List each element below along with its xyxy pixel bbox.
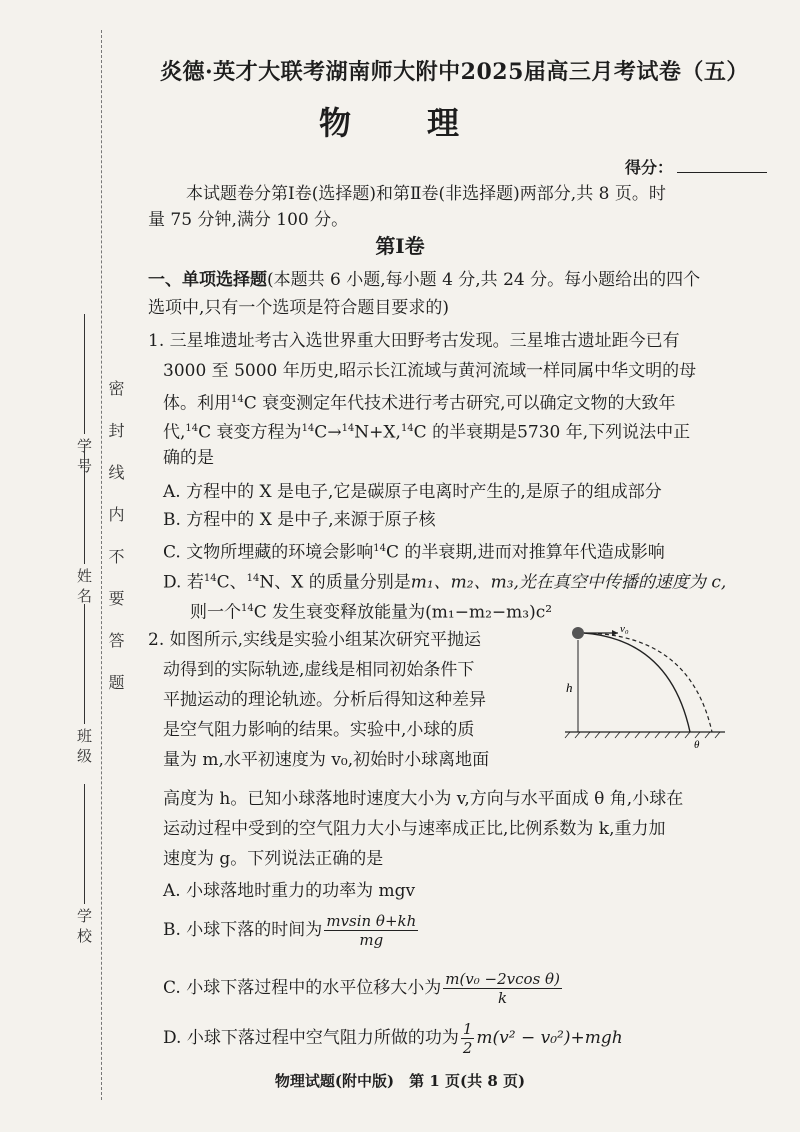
- q2-line-5: 量为 m,水平初速度为 v₀,初始时小球离地面: [163, 750, 490, 770]
- q2-line-8: 速度为 g。下列说法正确的是: [163, 849, 384, 869]
- page-title: 物 理: [318, 104, 481, 142]
- q2-option-c: C. 小球下落过程中的水平位移大小为 $\frac{\text{m(v₀ −2vcos θ)}}{k}$: [163, 970, 560, 1007]
- name-field[interactable]: 姓 名: [74, 440, 95, 603]
- binding-notice: 密封线内不要答题: [106, 380, 125, 716]
- q2-option-a: A. 小球落地时重力的功率为 mgv: [163, 881, 416, 901]
- q1-option-b: B. 方程中的 X 是中子,来源于原子核: [163, 510, 436, 530]
- h-label: h: [566, 680, 573, 695]
- q1-line-1: 1. 三星堆遗址考古入选世界重大田野考古发现。三星堆古遗址距今已有: [148, 331, 680, 351]
- theoretical-trajectory: [584, 633, 712, 732]
- q2-line-3: 平抛运动的理论轨迹。分析后得知这种差异: [163, 690, 486, 710]
- q2-line-4: 是空气阻力影响的结果。实验中,小球的质: [163, 720, 475, 740]
- q1-line-3: 体。利用$^{14}$C 衰变测定年代技术进行考古研究,可以确定文物的大致年: [163, 393, 676, 414]
- option-d-fraction: $\frac{1}{2}$: [462, 1020, 473, 1057]
- volume-title: 第Ⅰ卷: [375, 234, 425, 258]
- page-footer: 物理试题(附中版) 第 1 页(共 8 页): [274, 1072, 526, 1090]
- theta-label: θ: [694, 739, 700, 751]
- q1-option-c: C. 文物所埋藏的环境会影响$^{14}$C 的半衰期,进而对推算年代造成影响: [163, 542, 665, 563]
- q2-line-6: 高度为 h。已知小球落地时速度大小为 v,方向与水平面成 θ 角,小球在: [163, 789, 684, 809]
- school-field[interactable]: 学 校: [74, 780, 95, 943]
- q1-option-d: D. 若$^{14}$C、$^{14}$N、X 的质量分别是m₁、m₂、m₃,光在真空中传播的速度为 c,: [163, 572, 727, 593]
- student-id-field[interactable]: 学 号: [74, 310, 95, 473]
- q2-option-d: D. 小球下落过程中空气阻力所做的功为 $\frac{1}{2}$ m(v² − v₀²)+mgh: [163, 1020, 623, 1057]
- q1-line-5: 确的是: [163, 448, 214, 468]
- intro-line-2: 量 75 分钟,满分 100 分。: [148, 210, 349, 230]
- intro-line-1: 本试题卷分第Ⅰ卷(选择题)和第Ⅱ卷(非选择题)两部分,共 8 页。时: [186, 184, 666, 204]
- q2-line-7: 运动过程中受到的空气阻力大小与速率成正比,比例系数为 k,重力加: [163, 819, 666, 839]
- score-blank[interactable]: [677, 172, 767, 173]
- section-heading-line-1: 一、单项选择题(本题共 6 小题,每小题 4 分,共 24 分。每小题给出的四个: [148, 270, 701, 290]
- q1-line-4: 代,$^{14}$C 衰变方程为$^{14}$C→$^{14}$N+X,$^{14}$C 的半衰期是5730 年,下列说法中正: [163, 422, 691, 443]
- q2-line-1: 2. 如图所示,实线是实验小组某次研究平抛运: [148, 630, 482, 650]
- option-c-fraction: $\frac{\text{m(v₀ −2vcos θ)}}{k}$: [445, 970, 560, 1007]
- ground-hatching: [565, 732, 720, 738]
- projectile-figure: [560, 620, 730, 760]
- q1-option-a: A. 方程中的 X 是电子,它是碳原子电离时产生的,是原子的组成部分: [163, 482, 662, 502]
- binding-dashed-line: [101, 30, 102, 1100]
- v0-label: v₀: [620, 623, 629, 635]
- q2-option-b: B. 小球下落的时间为 $\frac{\text{mvsin θ+kh}}{mg}$: [163, 912, 417, 949]
- ball: [572, 627, 584, 639]
- q1-line-2: 3000 至 5000 年历史,昭示长江流域与黄河流域一样同属中华文明的母: [163, 361, 697, 381]
- score-field[interactable]: 得分：: [625, 155, 767, 178]
- q1-option-d-line-2: 则一个$^{14}$C 发生衰变释放能量为(m₁−m₂−m₃)c²: [190, 602, 553, 623]
- section-heading-line-2: 选项中,只有一个选项是符合题目要求的): [148, 298, 450, 318]
- exam-header: 炎德·英才大联考湖南师大附中2025届高三月考试卷（五）: [160, 59, 749, 85]
- q2-line-2: 动得到的实际轨迹,虚线是相同初始条件下: [163, 660, 475, 680]
- section-heading: 一、单项选择题: [148, 270, 267, 290]
- class-field[interactable]: 班 级: [74, 600, 95, 763]
- option-b-fraction: $\frac{\text{mvsin θ+kh}}{mg}$: [326, 912, 417, 949]
- actual-trajectory: [584, 633, 690, 732]
